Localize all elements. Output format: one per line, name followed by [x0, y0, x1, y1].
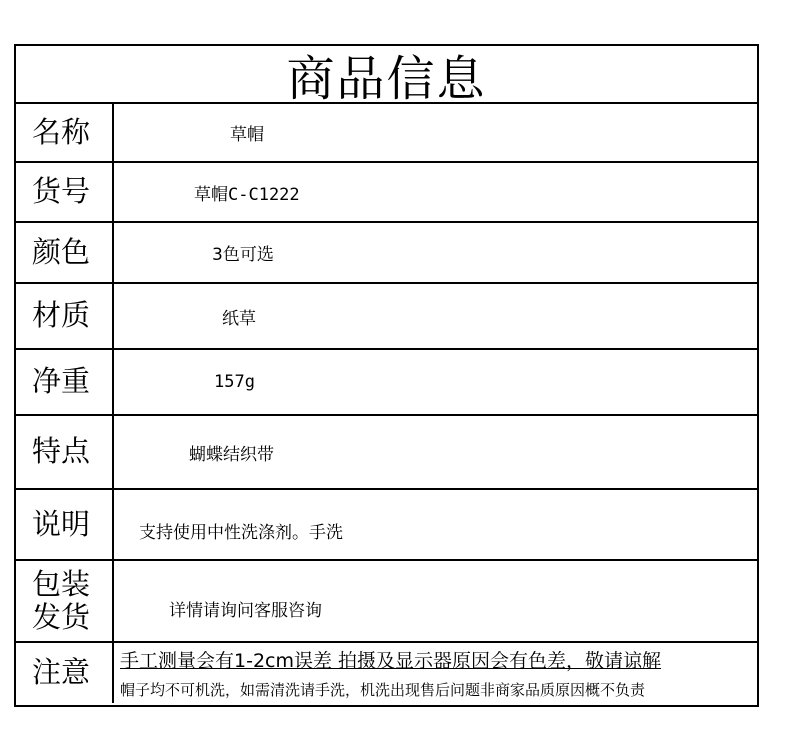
row-color: [16, 223, 757, 284]
product-info-table: [14, 44, 759, 707]
row-label: 特点: [16, 416, 114, 488]
row-value: 纸草: [222, 308, 256, 329]
row-label: 说明: [16, 490, 114, 559]
row-label: 货号: [16, 163, 114, 221]
notice-line-washing: 帽子均不可机洗，如需清洗请手洗，机洗出现售后问题非商家品质原因概不负责: [120, 681, 646, 699]
row-notice: [16, 643, 757, 703]
row-weight: [16, 350, 757, 416]
row-value: 草帽C-C1222: [194, 184, 300, 205]
row-value: 蝴蝶结织带: [189, 444, 274, 465]
row-value: 草帽: [230, 125, 264, 145]
notice-text: [114, 643, 757, 703]
row-name: [16, 104, 757, 163]
row-label: 材质: [16, 284, 114, 348]
row-label: 净重: [16, 350, 114, 414]
notice-line-measurement: 手工测量会有1-2cm误差 拍摄及显示器原因会有色差，敬请谅解: [120, 650, 662, 672]
row-label-line: 包装: [32, 566, 91, 601]
row-value: 3色可选: [212, 245, 274, 265]
row-material: [16, 284, 757, 350]
row-label-line: 发货: [32, 600, 91, 634]
row-value: 详情请询问客服咨询: [169, 600, 322, 621]
row-feature: [16, 416, 757, 490]
row-label: [16, 561, 114, 641]
row-value: 157g: [214, 372, 255, 392]
row-packaging: [16, 561, 757, 643]
row-value: 支持使用中性洗涤剂。手洗: [139, 523, 343, 543]
row-item-number: [16, 163, 757, 223]
row-label: 注意: [16, 643, 114, 703]
table-title: 商品信息: [16, 46, 757, 104]
row-label: 颜色: [16, 223, 114, 282]
row-description: [16, 490, 757, 561]
row-label: 名称: [16, 104, 114, 161]
